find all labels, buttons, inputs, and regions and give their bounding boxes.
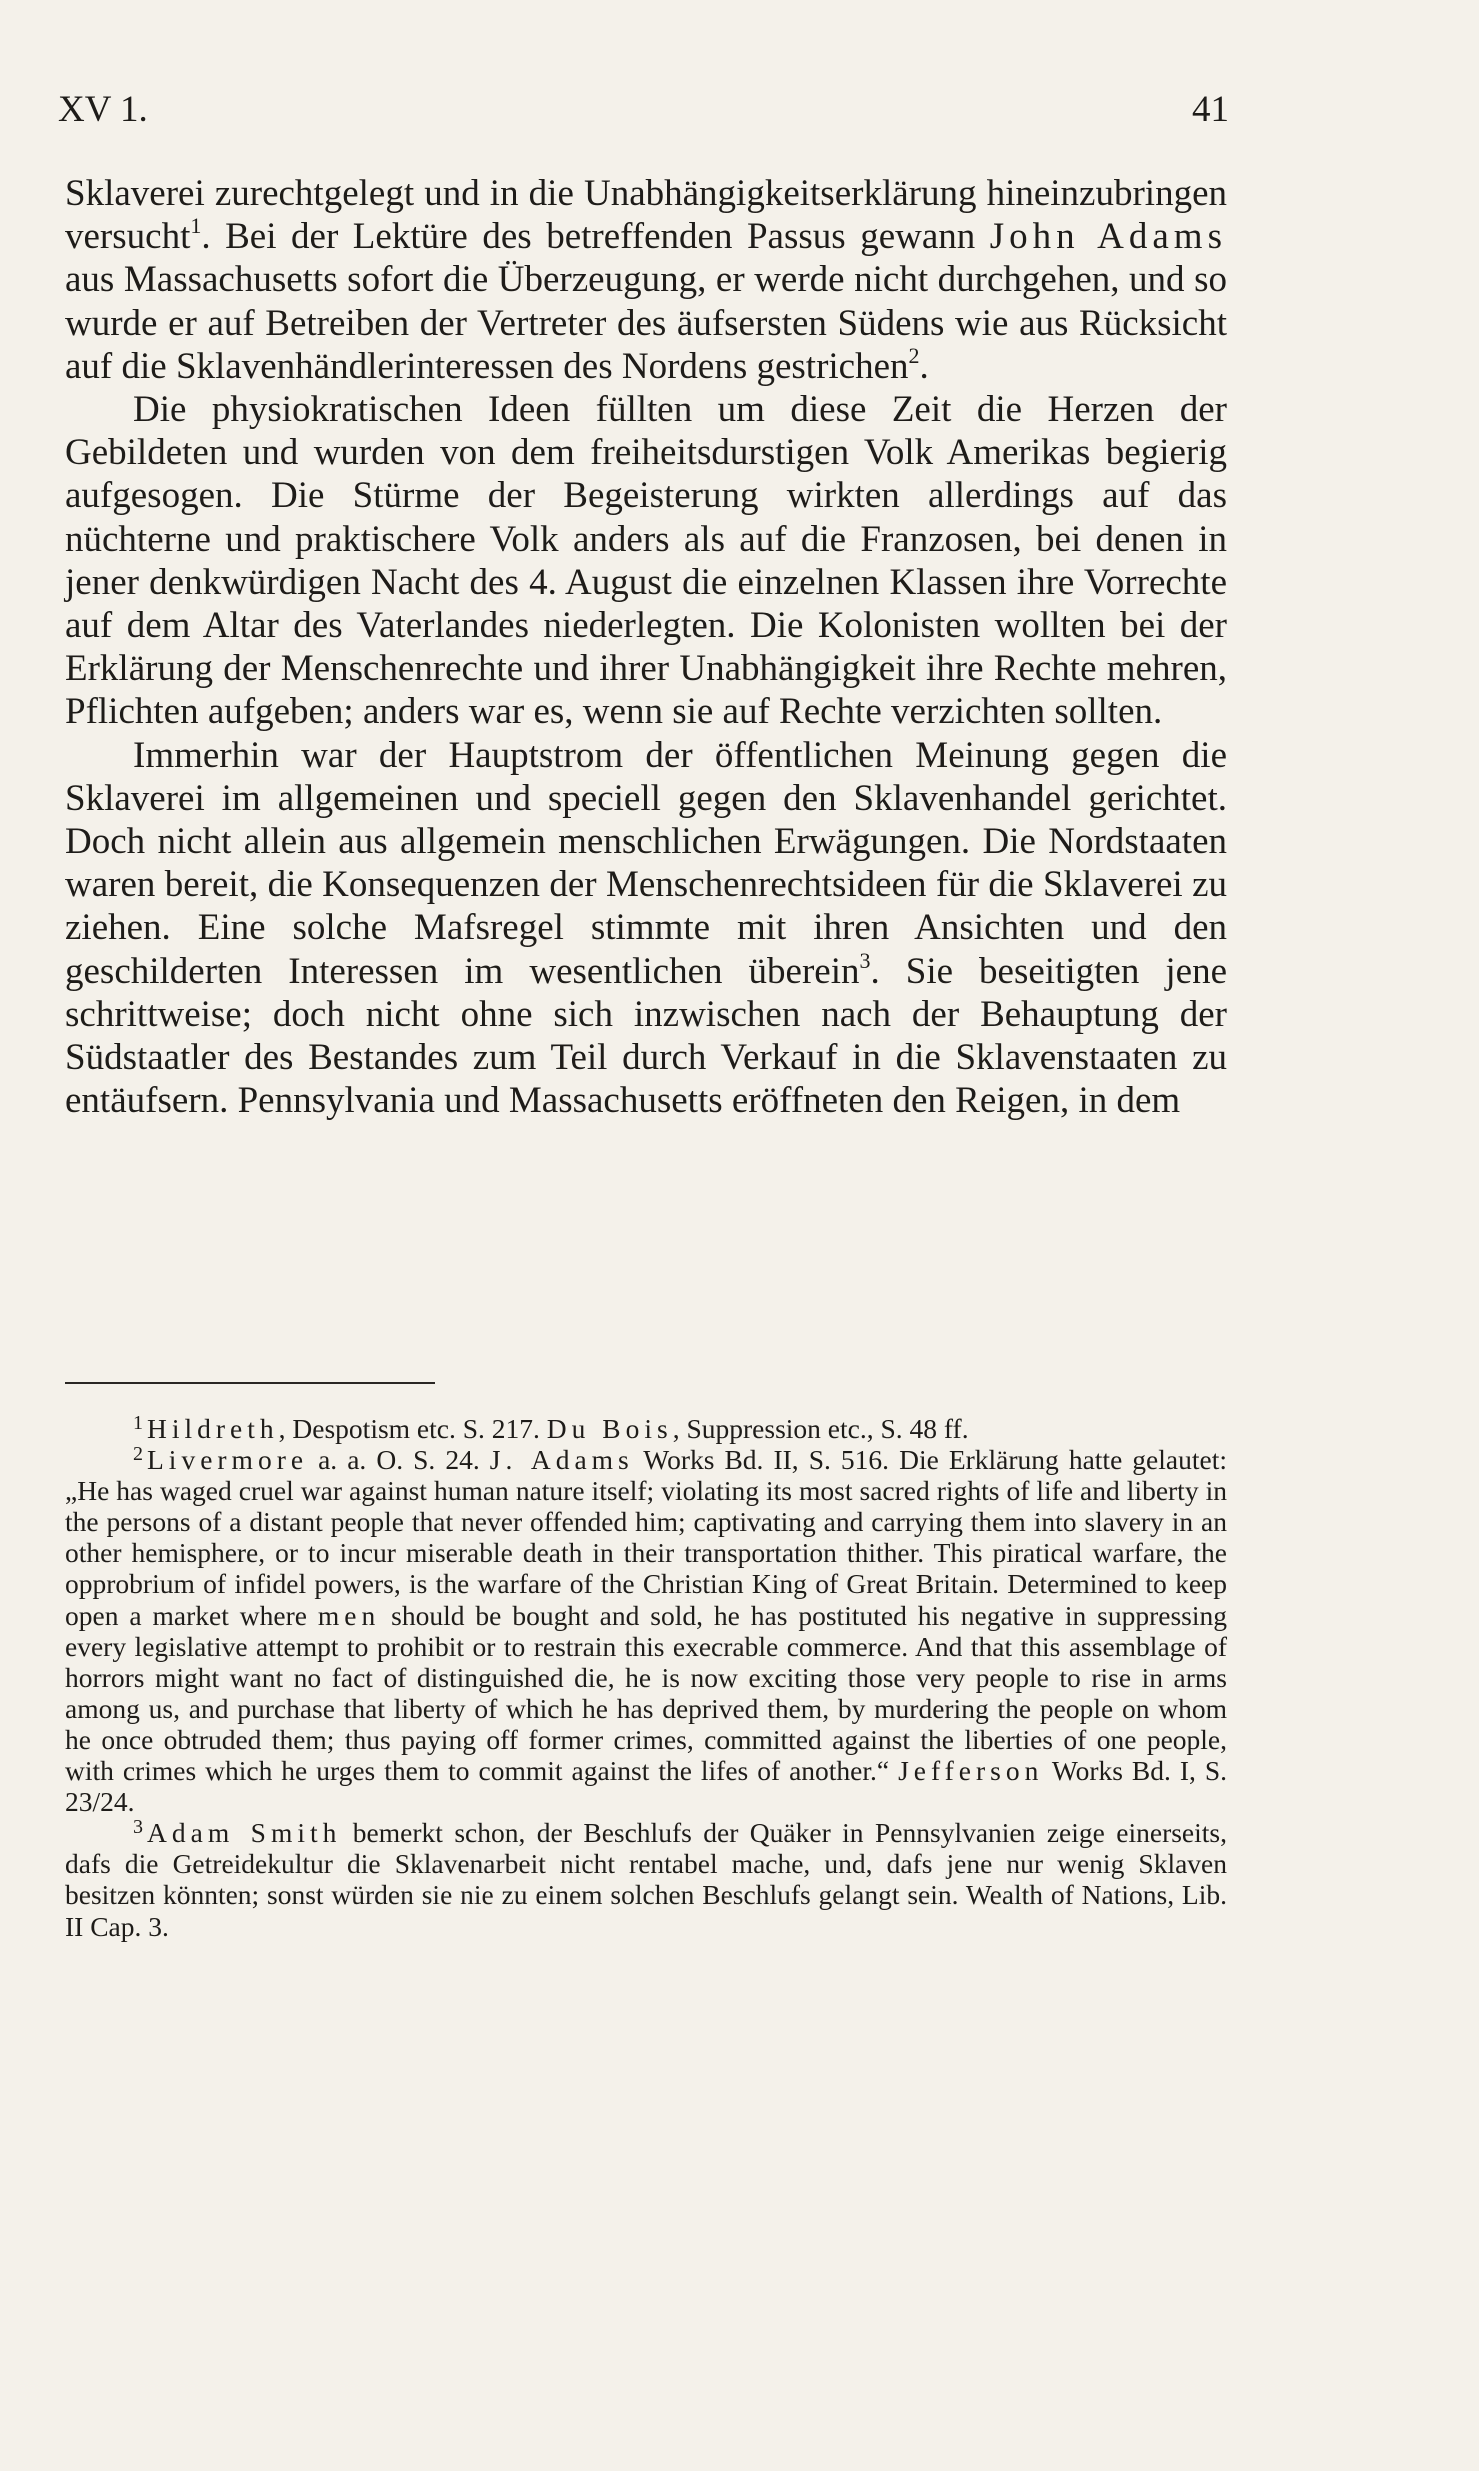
text-run: bemerkt schon, der Beschlufs der Quäker in Pennsylvanien zeige einerseits, dafs die Getreidekultur die Sklavenarbeit nicht rentabel mache, und, dafs jene nur wenig Sklaven besitzen könnten; sonst würden sie nie zu einem solchen Beschlufs gelangt sein. Wealth of Nations, Lib. II Cap. 3.	[65, 1817, 1227, 1942]
footnote-reference: 2	[908, 342, 920, 368]
text-run: . Sie beseitigten jene schrittweise; doch nicht ohne sich inzwischen nach der Behauptung der Südstaatler des Bestandes zum Teil durch Verkauf in die Sklavenstaaten zu entäufsern. Pennsylvania und Massachusetts eröffneten den Reigen, in dem	[65, 950, 1227, 1122]
paragraph	[65, 388, 1227, 734]
page-number: 41	[1192, 89, 1229, 130]
spaced-name: Du Bois	[546, 1413, 673, 1444]
text-run: . Bei der Lektüre des betreffenden Passus gewann	[201, 216, 990, 258]
text-run: aus Massachusetts sofort die Überzeugung, er werde nicht durchgehen, und so wurde er auf Betreiben der Vertreter des äufsersten Südens wie aus Rücksicht auf die Sklavenhändlerinteressen des Nordens gestrichen	[65, 259, 1227, 387]
spaced-name: Jefferson	[898, 1755, 1044, 1787]
main-text	[65, 172, 1227, 1122]
text-run: Die physiokratischen Ideen füllten um diese Zeit die Herzen der Gebildeten und wurden von dem freiheitsdurstigen Volk Amerikas begierig aufgesogen. Die Stürme der Begeisterung wirkten allerdings auf das nüchterne und praktischere Volk anders als auf die Franzosen, bei denen in jener denkwürdigen Nacht des 4. August die einzelnen Klassen ihre Vorrechte auf dem Altar des Vaterlandes niederlegten. Die Kolonisten wollten bei der Erklärung der Menschenrechte und ihrer Unabhängigkeit ihre Rechte mehren, Pflichten aufgeben; anders war es, wenn sie auf Rechte verzichten sollten.	[65, 389, 1227, 733]
text-run: Sklaverei zurechtgelegt und in die Unabhängigkeitserklärung hineinzubringen versucht	[65, 173, 1227, 258]
footnote-reference: 3	[859, 947, 871, 973]
spaced-name: men	[317, 1599, 381, 1631]
footnotes	[65, 1413, 1227, 1942]
footnote	[65, 1817, 1227, 1941]
section-marker: XV 1.	[58, 89, 148, 130]
paragraph	[65, 734, 1227, 1123]
text-run: , Despotism etc. S. 217.	[278, 1413, 547, 1444]
text-run: Immerhin war der Hauptstrom der öffentlichen Meinung gegen die Sklaverei im allgemeinen und speciell gegen den Sklavenhandel gerichtet. Doch nicht allein aus allgemein menschlichen Erwägungen. Die Nordstaaten waren bereit, die Konsequenzen der Menschenrechtsideen für die Sklaverei zu ziehen. Eine solche Mafsregel stimmte mit ihren Ansichten und den geschilderten Interessen im wesentlichen überein	[65, 734, 1227, 992]
text-run: a. a. O. S. 24.	[308, 1444, 490, 1476]
text-run: Works Bd. II, S. 516. Die Erklärung hatte gelautet: „He has waged cruel war against human nature itself; violating its most sacred rights of life and liberty in the persons of a distant people that never offended him; captivating and carrying them into slavery in an other hemisphere, or to incur miserable death in their transportation thither. This piratical warfare, the opprobrium of infidel powers, is the warfare of the Christian King of Great Britain. Determined to keep open a market where	[65, 1444, 1227, 1631]
footnote-mark: 3	[133, 1816, 143, 1839]
text-run: .	[919, 345, 929, 387]
text-run: , Suppression etc., S. 48 ff.	[672, 1413, 969, 1444]
footnote	[65, 1413, 1227, 1444]
footnote-mark: 2	[133, 1443, 143, 1466]
footnote-reference: 1	[190, 213, 202, 239]
spaced-name: Hildreth	[147, 1413, 279, 1444]
spaced-name: J. Adams	[489, 1444, 634, 1476]
text-run: should be bought and sold, he has postituted his negative in suppressing every legislative attempt to prohibit or to restrain this execrable commerce. And that this assemblage of horrors might want no fact of distinguished die, he is now exciting those very people to rise in arms among us, and purchase that liberty of which he has deprived them, by murdering the people on whom he once obtruded them; thus paying off former crimes, committed against the liberties of one people, with crimes which he urges them to commit against the lifes of another.“	[65, 1599, 1227, 1787]
paragraph	[65, 172, 1227, 388]
running-header	[58, 88, 1229, 131]
text-run: Works Bd. I, S. 23/24.	[65, 1755, 1227, 1818]
spaced-name: John Adams	[989, 216, 1227, 258]
footnote-separator	[65, 1382, 435, 1384]
spaced-name: Adam Smith	[147, 1817, 342, 1849]
footnote-mark: 1	[133, 1412, 143, 1434]
spaced-name: Livermore	[147, 1444, 309, 1476]
footnote	[65, 1444, 1227, 1817]
